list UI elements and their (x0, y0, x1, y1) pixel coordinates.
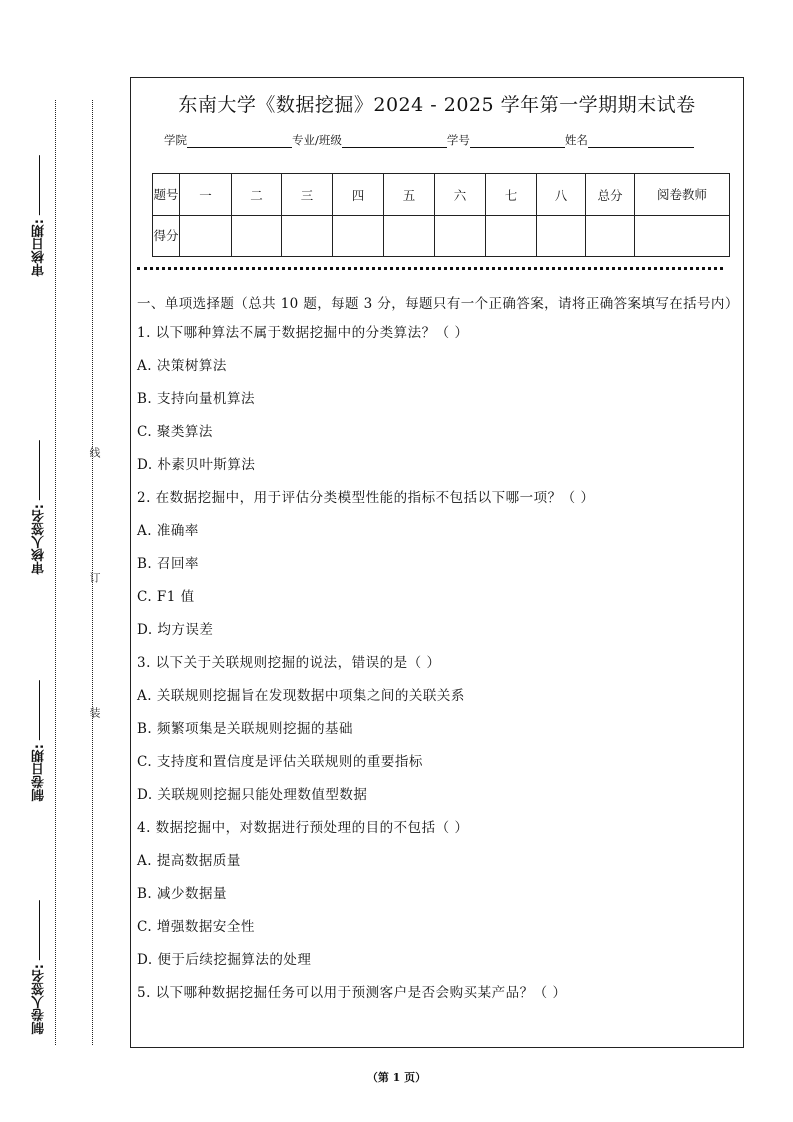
score-table-score-label: 得分 (153, 216, 180, 257)
score-cell (486, 216, 537, 257)
score-table-header-cell: 五 (384, 174, 435, 216)
student-id-blank[interactable] (470, 134, 565, 148)
question-3-stem: 3. 以下关于关联规则挖掘的说法，错误的是（ ） (137, 655, 441, 671)
reviewer-signature-label: 审核人签名: (32, 504, 47, 575)
student-info-row (164, 132, 694, 148)
score-cell (435, 216, 486, 257)
dotted-separator (137, 267, 723, 270)
score-table-header-cell: 八 (537, 174, 586, 216)
question-4-option-c: C. 增强数据安全性 (137, 919, 255, 935)
score-table-header-cell: 三 (282, 174, 333, 216)
exam-frame (130, 77, 744, 1048)
paper-maker-signature-field (30, 900, 49, 1034)
question-5-stem: 5. 以下哪种数据挖掘任务可以用于预测客户是否会购买某产品？（ ） (137, 985, 567, 1001)
question-1-option-d: D. 朴素贝叶斯算法 (137, 457, 256, 473)
college-blank[interactable] (187, 134, 292, 148)
question-2-stem: 2. 在数据挖掘中，用于评估分类模型性能的指标不包括以下哪一项？（ ） (137, 490, 595, 506)
question-4-option-a: A. 提高数据质量 (137, 853, 241, 869)
binding-mark-line: 线 (88, 447, 101, 458)
section-1 (137, 293, 739, 1016)
question-2-option-d: D. 均方误差 (137, 622, 214, 638)
paper-date-field (30, 680, 49, 801)
student-id-label: 学号 (446, 133, 470, 147)
paper-maker-signature-label: 制卷人签名: (32, 964, 47, 1035)
question-1-stem: 1. 以下哪种算法不属于数据挖掘中的分类算法？（ ） (137, 325, 469, 341)
name-label: 姓名 (564, 133, 588, 147)
score-cell (180, 216, 232, 257)
major-class-label: 专业/班级 (292, 133, 342, 147)
score-table-header-cell: 题号 (153, 174, 180, 216)
page-number: （第 1 页） (366, 1071, 427, 1084)
question-3-option-c: C. 支持度和置信度是评估关联规则的重要指标 (137, 754, 423, 770)
score-table-header-cell: 二 (232, 174, 282, 216)
score-table-header-cell: 一 (180, 174, 232, 216)
score-cell (232, 216, 282, 257)
score-cell (537, 216, 586, 257)
score-table (152, 173, 730, 257)
score-table-header-cell: 四 (333, 174, 384, 216)
score-table-header-cell: 七 (486, 174, 537, 216)
score-cell (333, 216, 384, 257)
reviewer-signature-field (30, 440, 49, 574)
college-label: 学院 (164, 133, 187, 147)
question-1-option-b: B. 支持向量机算法 (137, 391, 256, 407)
question-3-option-a: A. 关联规则挖掘旨在发现数据中项集之间的关联关系 (137, 688, 465, 704)
question-3-option-d: D. 关联规则挖掘只能处理数值型数据 (137, 787, 368, 803)
score-table-header-cell: 六 (435, 174, 486, 216)
review-date-label: 审核日期: (32, 219, 47, 277)
major-class-blank[interactable] (342, 134, 447, 148)
score-cell (635, 216, 730, 257)
section-1-title: 一、单项选择题（总共 10 题，每题 3 分，每题只有一个正确答案，请将正确答案填写在括号内） (137, 296, 739, 312)
question-4-option-b: B. 减少数据量 (137, 886, 228, 902)
question-2-option-a: A. 准确率 (137, 523, 199, 539)
question-4-stem: 4. 数据挖掘中，对数据进行预处理的目的不包括（ ） (137, 820, 469, 836)
score-cell (384, 216, 435, 257)
score-table-header-row (153, 174, 730, 216)
question-3-option-b: B. 频繁项集是关联规则挖掘的基础 (137, 721, 354, 737)
exam-title: 东南大学《数据挖掘》2024 - 2025 学年第一学期期末试卷 (178, 94, 696, 116)
score-table-header-cell: 阅卷教师 (635, 174, 730, 216)
question-1-option-a: A. 决策树算法 (137, 358, 227, 374)
question-2-option-b: B. 召回率 (137, 556, 200, 572)
question-4-option-d: D. 便于后续挖掘算法的处理 (137, 952, 312, 968)
question-1-option-c: C. 聚类算法 (137, 424, 213, 440)
binding-mark-staple: 订 (88, 572, 101, 583)
review-date-field (30, 155, 49, 276)
score-cell (282, 216, 333, 257)
binding-mark-bind: 装 (88, 707, 101, 718)
score-table-header-cell: 总分 (586, 174, 635, 216)
binding-dotted-line-outer (55, 100, 56, 1045)
score-table-score-row (153, 216, 730, 257)
score-cell (586, 216, 635, 257)
name-blank[interactable] (588, 134, 694, 148)
question-2-option-c: C. F1 值 (137, 589, 195, 605)
paper-date-label: 制卷日期: (32, 744, 47, 802)
